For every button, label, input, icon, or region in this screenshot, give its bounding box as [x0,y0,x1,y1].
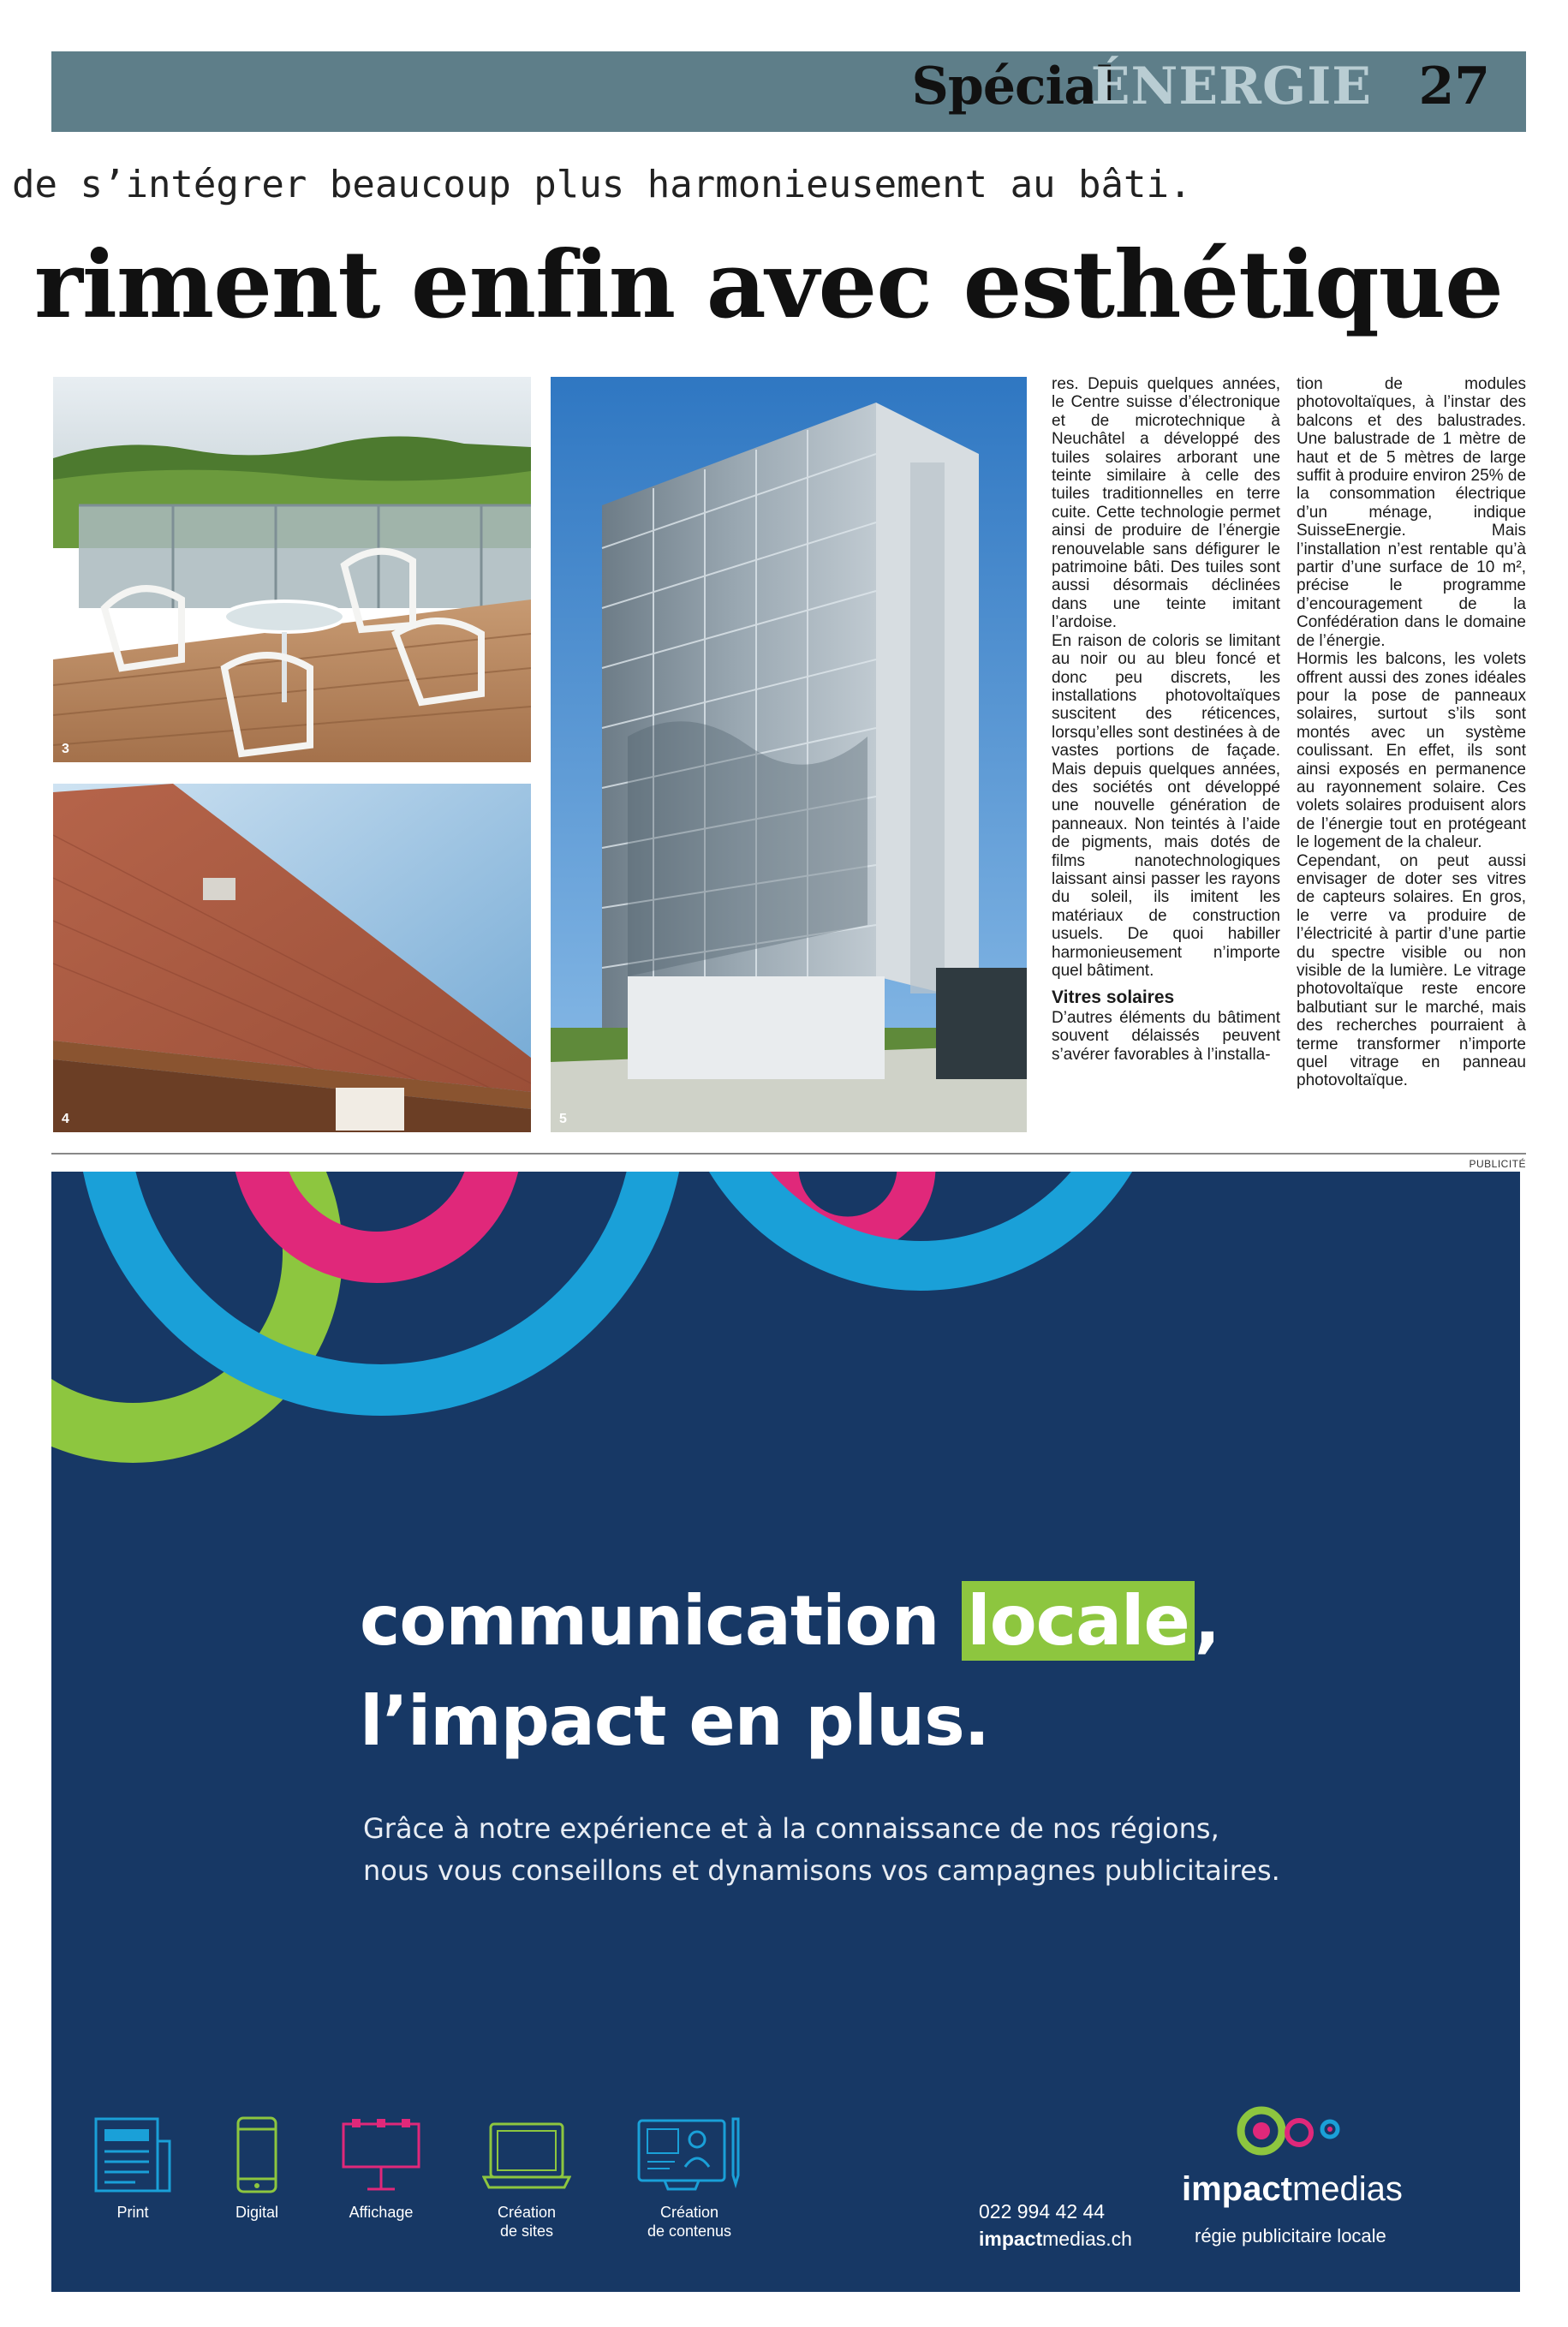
contact-phone: 022 994 42 44 [979,2200,1106,2223]
service-label: Print [116,2204,149,2221]
article-paragraph: D’autres éléments du bâtiment souvent délaissés peuvent s’avérer favorables à l’installa- [1052,1008,1280,1064]
article-subheading: Vitres solaires [1052,987,1175,1008]
ad-slogan-highlight: locale [962,1581,1194,1661]
article-paragraph: Hormis les balcons, les volets offrent aussi des zones idéales pour la pose de panneaux solaires, surtout s’ils sont montés avec un système coulissant. En effet, ils sont ainsi exposés en permanence au rayonnement solaire. Ces volets solaires produisent alors de l’énergie tout en protégeant le logement de la chaleur. [1297,650,1526,852]
photo-solar-facade-building [551,377,1027,1132]
content-screen-icon [635,2115,743,2194]
service-affichage [330,2115,432,2222]
website-rest: medias.ch [1042,2228,1132,2250]
contact-website[interactable] [979,2228,1132,2251]
article-column-2 [1297,375,1526,1090]
section-title-energie: ÉNERGIE [1090,57,1372,116]
ad-description-line-2: nous vous conseillons et dynamisons vos campagnes publicitaires. [363,1854,1280,1887]
article-paragraph: tion de modules photovoltaïques, à l’instar des balcons et des balustrades. Une balustrade de 1 mètre de haut et de 5 mètres de large suffit à produire environ 25% de la consommation électrique d’un ménage, indique SuisseEnergie. Mais l’installation n’est rentable qu’à partir d’une surface de 10 m², précise le programme d’encouragement de la Confédération dans le domaine de l’énergie. [1297,375,1526,650]
section-title-special: Spécial [911,57,1115,116]
impactmedias-logo-icon [1236,2100,1347,2162]
article-column-1 [1052,375,1280,1064]
service-label: Création de sites [497,2204,557,2240]
billboard-icon [340,2115,422,2194]
photo-number-3: 3 [62,742,69,756]
article-paragraph: En raison de coloris se limitant au noir ou au bleu foncé et donc peu discrets, les installations photovoltaïques suscitent des réticences, lorsqu’elles sont destinées à de vastes portions de façade. Mais depuis quelques années, des sociétés ont développé une nouvelle génération de panneaux. Non teintés à l’aide de pigments, mais dotés de films nanotechnologiques laissant ainsi passer les rayons du soleil, ils imitent les matériaux de construction usuels. De quoi habiller harmonieusement n’importe quel bâtiment. [1052,631,1280,980]
ad-slogan-line-1 [360,1581,1219,1661]
service-creation-sites [475,2115,578,2240]
photo-number-4: 4 [62,1112,69,1126]
page-number: 27 [1418,57,1490,116]
newspaper-icon [92,2115,173,2194]
photo-balcony [53,377,531,762]
brand-name [1182,2170,1403,2209]
section-header [51,51,1526,132]
service-label: Création de contenus [647,2204,732,2240]
divider [51,1153,1526,1155]
service-label: Digital [235,2204,279,2221]
service-creation-contenus [625,2115,754,2240]
laptop-icon [482,2115,571,2194]
brand-rest: medias [1291,2170,1403,2208]
ad-slogan-text: communication [360,1581,963,1661]
service-print [86,2115,180,2222]
ad-slogan-line-2: l’impact en plus. [360,1681,990,1761]
brand-bold: impact [1182,2170,1292,2208]
service-digital [214,2115,300,2222]
service-label: Affichage [349,2204,414,2221]
advertising-label: PUBLICITÉ [1469,1158,1526,1170]
article-subline: de s’intégrer beaucoup plus harmonieusement au bâti. [12,163,1192,206]
article-paragraph: res. Depuis quelques années, le Centre suisse d’électronique et de microtechnique à Neuchâtel a développé des tuiles solaires arborant une teinte similaire à celle des tuiles traditionnelles en terre cuite. Cette technologie permet ainsi de produire de l’énergie renouvelable sans défigurer le patrimoine bâti. Des tuiles sont aussi désormais déclinées dans une teinte imitant l’ardoise. [1052,375,1280,632]
photo-number-5: 5 [559,1112,567,1126]
brand-tagline: régie publicitaire locale [1195,2225,1386,2246]
article-paragraph: Cependant, on peut aussi envisager de doter ses vitres de capteurs solaires. En gros, le verre va produire de l’électricité à partir d’une partie du spectre visible ou non visible de la lumière. Le vitrage photovoltaïque reste encore balbutiant sur le marché, mais des recherches pourraient à terme transformer n’importe quel vitrage en panneau photovoltaïque. [1297,851,1526,1090]
smartphone-icon [235,2115,278,2194]
photo-solar-roof [53,784,531,1132]
ad-slogan-comma: , [1194,1581,1220,1661]
website-bold: impact [979,2228,1043,2250]
article-headline: riment enfin avec esthétique [34,231,1503,339]
ad-description-line-1: Grâce à notre expérience et à la connaissance de nos régions, [363,1812,1219,1845]
